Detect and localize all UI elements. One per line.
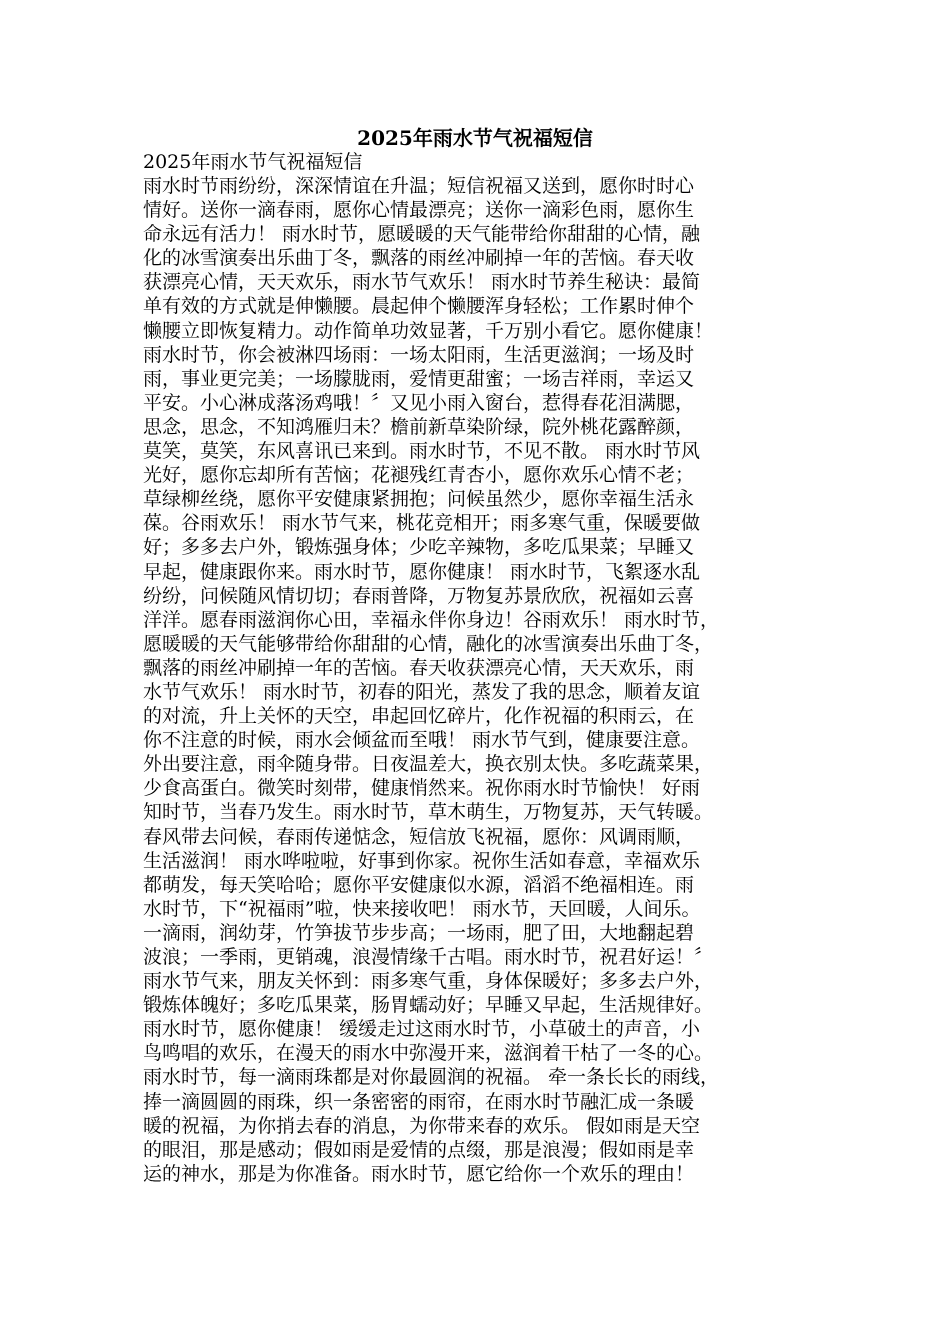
body-line: 单有效的方式就是伸懒腰。晨起伸个懒腰浑身轻松；工作累时伸个 <box>143 295 695 318</box>
body-line: 水时节，下“祝福雨”啦，快来接收吧！ 雨水节，天回暖，人间乐。 <box>143 897 701 920</box>
body-line: 化的冰雪演奏出乐曲丁冬，飘落的雨丝冲刷掉一年的苦恼。春天收 <box>143 247 695 270</box>
body-line: 波浪；一季雨，更销魂，浪漫情缘千古唱。雨水时节，祝君好运！〞 <box>143 946 714 968</box>
body-line: 外出要注意，雨伞随身带。日夜温差大，换衣别太快。多吃蔬菜果， <box>143 753 714 776</box>
body-line: 雨水时节，愿你健康！ 缓缓走过这雨水时节，小草破土的声音，小 <box>143 1018 701 1041</box>
body-line: 鸟鸣唱的欢乐，在漫天的雨水中弥漫开来，滋润着干枯了一冬的心。 <box>143 1042 714 1065</box>
body-line: 知时节，当春乃发生。雨水时节，草木萌生，万物复苏，天气转暖。 <box>143 801 714 824</box>
document-body <box>143 174 815 1186</box>
document-title: 2025年雨水节气祝福短信 <box>357 126 593 150</box>
body-line: 暖的祝福，为你捎去春的消息，为你带来春的欢乐。 假如雨是天空 <box>143 1114 701 1137</box>
body-line: 捧一滴圆圆的雨珠，织一条密密的雨帘，在雨水时节融汇成一条暖 <box>143 1090 695 1113</box>
body-line: 好；多多去户外，锻炼强身体；少吃辛辣物，多吃瓜果菜；早睡又 <box>143 536 695 559</box>
body-line: 水节气欢乐！ 雨水时节，初春的阳光，蒸发了我的思念，顺着友谊 <box>143 680 701 703</box>
body-line: 愿暖暖的天气能够带给你甜甜的心情，融化的冰雪演奏出乐曲丁冬， <box>143 632 714 655</box>
body-line: 的对流，升上关怀的天空，串起回忆碎片，化作祝福的积雨云，在 <box>143 705 695 728</box>
body-line: 雨水节气来，朋友关怀到：雨多寒气重，身体保暖好；多多去户外， <box>143 970 714 993</box>
body-line: 春风带去问候，春雨传递惦念，短信放飞祝福，愿你：风调雨顺， <box>143 825 695 848</box>
body-line: 运的神水，那是为你准备。雨水时节，愿它给你一个欢乐的理由！ <box>143 1162 695 1185</box>
document-subtitle: 2025年雨水节气祝福短信 <box>143 151 363 173</box>
body-line: 锻炼体魄好；多吃瓜果菜，肠胃蠕动好；早睡又早起，生活规律好。 <box>143 994 714 1017</box>
body-line: 平安。小心淋成落汤鸡哦！〞又见小雨入窗台，惹得春花泪满腮， <box>143 391 695 414</box>
body-line: 少食高蛋白。微笑时刻带，健康悄然来。祝你雨水时节愉快！ 好雨 <box>143 777 701 800</box>
body-line: 的眼泪，那是感动；假如雨是爱情的点缀，那是浪漫；假如雨是幸 <box>143 1138 695 1161</box>
body-line: 雨水时节，每一滴雨珠都是对你最圆润的祝福。 牵一条长长的雨线， <box>143 1066 720 1089</box>
body-line: 一滴雨，润幼芽，竹笋拔节步步高；一场雨，肥了田，大地翻起碧 <box>143 921 695 944</box>
body-line: 洋洋。愿春雨滋润你心田，幸福永伴你身边！谷雨欢乐！ 雨水时节， <box>143 608 720 631</box>
body-line: 莫笑，莫笑，东风喜讯已来到。雨水时节，不见不散。 雨水时节风 <box>143 440 701 463</box>
body-line: 葆。谷雨欢乐！ 雨水节气来，桃花竞相开；雨多寒气重，保暖要做 <box>143 512 701 535</box>
body-line: 纷纷，问候随风情切切；春雨普降，万物复苏景欣欣，祝福如云喜 <box>143 584 695 607</box>
body-line: 懒腰立即恢复精力。动作简单功效显著，千万别小看它。愿你健康！ <box>143 319 714 342</box>
body-line: 飘落的雨丝冲刷掉一年的苦恼。春天收获漂亮心情，天天欢乐，雨 <box>143 656 695 679</box>
body-line: 你不注意的时候，雨水会倾盆而至哦！ 雨水节气到，健康要注意。 <box>143 729 701 752</box>
body-line: 早起，健康跟你来。雨水时节，愿你健康！ 雨水时节，飞絮逐水乱 <box>143 560 701 583</box>
body-line: 命永远有活力！ 雨水时节，愿暖暖的天气能带给你甜甜的心情，融 <box>143 223 701 246</box>
body-line: 雨，事业更完美；一场朦胧雨，爱情更甜蜜；一场吉祥雨，幸运又 <box>143 367 695 390</box>
body-line: 情好。送你一滴春雨，愿你心情最漂亮；送你一滴彩色雨，愿你生 <box>143 199 695 222</box>
body-line: 雨水时节，你会被淋四场雨：一场太阳雨，生活更滋润；一场及时 <box>143 343 695 366</box>
body-line: 思念，思念，不知鸿雁归未？檐前新草染阶绿，院外桃花露醉颜， <box>143 415 695 438</box>
body-line: 草绿柳丝绕，愿你平安健康紧拥抱；问候虽然少，愿你幸福生活永 <box>143 488 695 511</box>
body-line: 生活滋润！ 雨水哗啦啦，好事到你家。祝你生活如春意，幸福欢乐 <box>143 849 701 872</box>
body-line: 光好，愿你忘却所有苦恼；花褪残红青杏小，愿你欢乐心情不老； <box>143 464 695 487</box>
body-line: 都萌发，每天笑哈哈；愿你平安健康似水源，滔滔不绝福相连。雨 <box>143 873 695 896</box>
body-line: 雨水时节雨纷纷，深深情谊在升温；短信祝福又送到，愿你时时心 <box>143 175 695 197</box>
body-line: 获漂亮心情，天天欢乐，雨水节气欢乐！ 雨水时节养生秘诀：最简 <box>143 271 701 294</box>
